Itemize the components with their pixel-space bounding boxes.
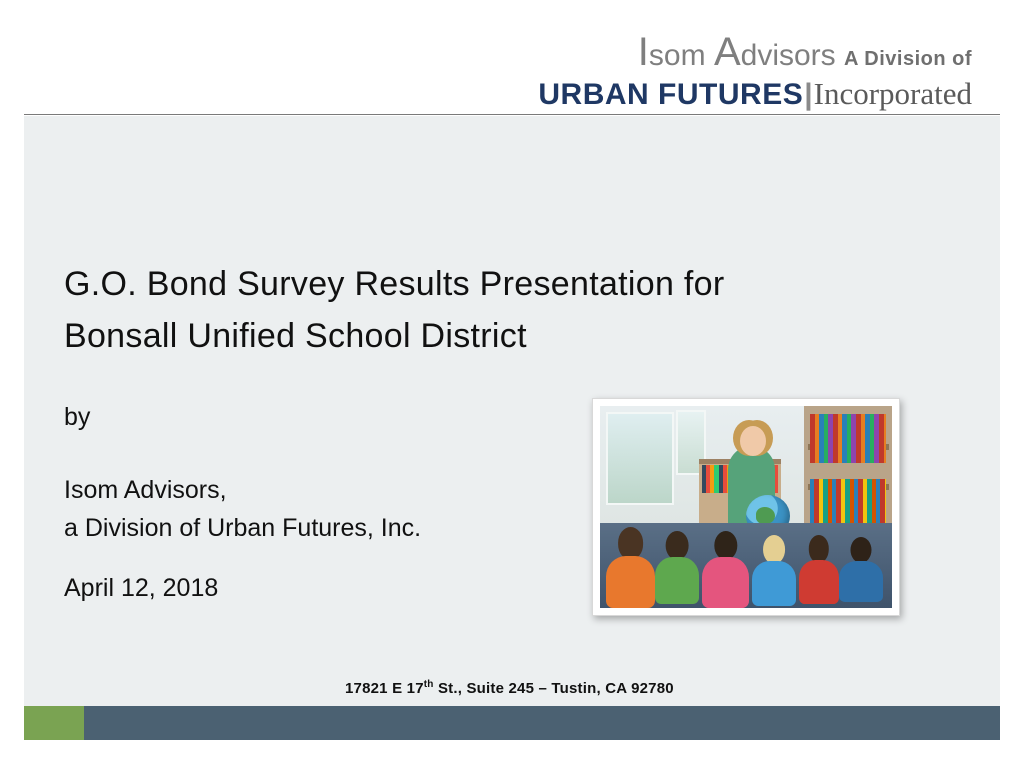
photo-child-body xyxy=(839,561,883,602)
logo-separator: | xyxy=(804,78,813,111)
logo-isom-initial: I xyxy=(637,30,649,74)
presentation-date: April 12, 2018 xyxy=(64,574,219,602)
classroom-photo-frame xyxy=(592,398,900,616)
byline-label: by xyxy=(64,403,91,431)
photo-child-head xyxy=(851,537,872,563)
address-remainder: St., Suite 245 – Tustin, CA 92780 xyxy=(433,680,674,697)
slide-title-line-1: G.O. Bond Survey Results Presentation for xyxy=(64,265,725,303)
logo-advisors-initial: A xyxy=(713,30,741,74)
photo-child xyxy=(752,535,796,606)
logo-incorporated: Incorporated xyxy=(813,76,972,111)
photo-child xyxy=(606,527,656,608)
office-address xyxy=(345,679,674,697)
photo-child-body xyxy=(752,561,796,606)
photo-child-head xyxy=(618,527,644,559)
address-ordinal-suffix: th xyxy=(423,679,434,690)
photo-child xyxy=(655,531,699,604)
organization-division: a Division of Urban Futures, Inc. xyxy=(64,514,422,542)
photo-child xyxy=(799,535,840,604)
photo-child-head xyxy=(666,531,689,560)
logo-advisors-text: dvisors xyxy=(740,39,836,72)
slide-title-line-2: Bonsall Unified School District xyxy=(64,317,527,355)
photo-books-middle xyxy=(810,479,886,523)
logo-line-secondary xyxy=(538,78,972,110)
photo-child-head xyxy=(809,535,829,562)
photo-child-body xyxy=(655,557,699,604)
photo-child-body xyxy=(702,557,749,608)
photo-child xyxy=(839,537,883,602)
photo-window-left xyxy=(606,412,674,505)
logo-urban-futures: URBAN FUTURES xyxy=(538,78,804,111)
slide-header xyxy=(24,18,1000,115)
footer-accent-block xyxy=(24,706,84,740)
logo-line-primary xyxy=(538,32,972,72)
logo-division-of: A Division of xyxy=(844,48,972,70)
classroom-photo xyxy=(600,406,892,608)
organization-name: Isom Advisors, xyxy=(64,476,227,504)
isom-advisors-logo xyxy=(538,32,972,110)
photo-child xyxy=(702,531,749,608)
photo-child-body xyxy=(606,556,656,608)
logo-isom-text: som xyxy=(648,39,706,72)
footer-bar xyxy=(24,706,1000,740)
photo-books-top xyxy=(810,414,886,462)
photo-child-head xyxy=(763,535,785,563)
slide-title xyxy=(64,258,854,362)
address-street-number: 17821 E 17 xyxy=(345,680,424,697)
photo-child-head xyxy=(714,531,737,560)
organization-block xyxy=(64,471,421,547)
photo-child-body xyxy=(799,560,840,604)
